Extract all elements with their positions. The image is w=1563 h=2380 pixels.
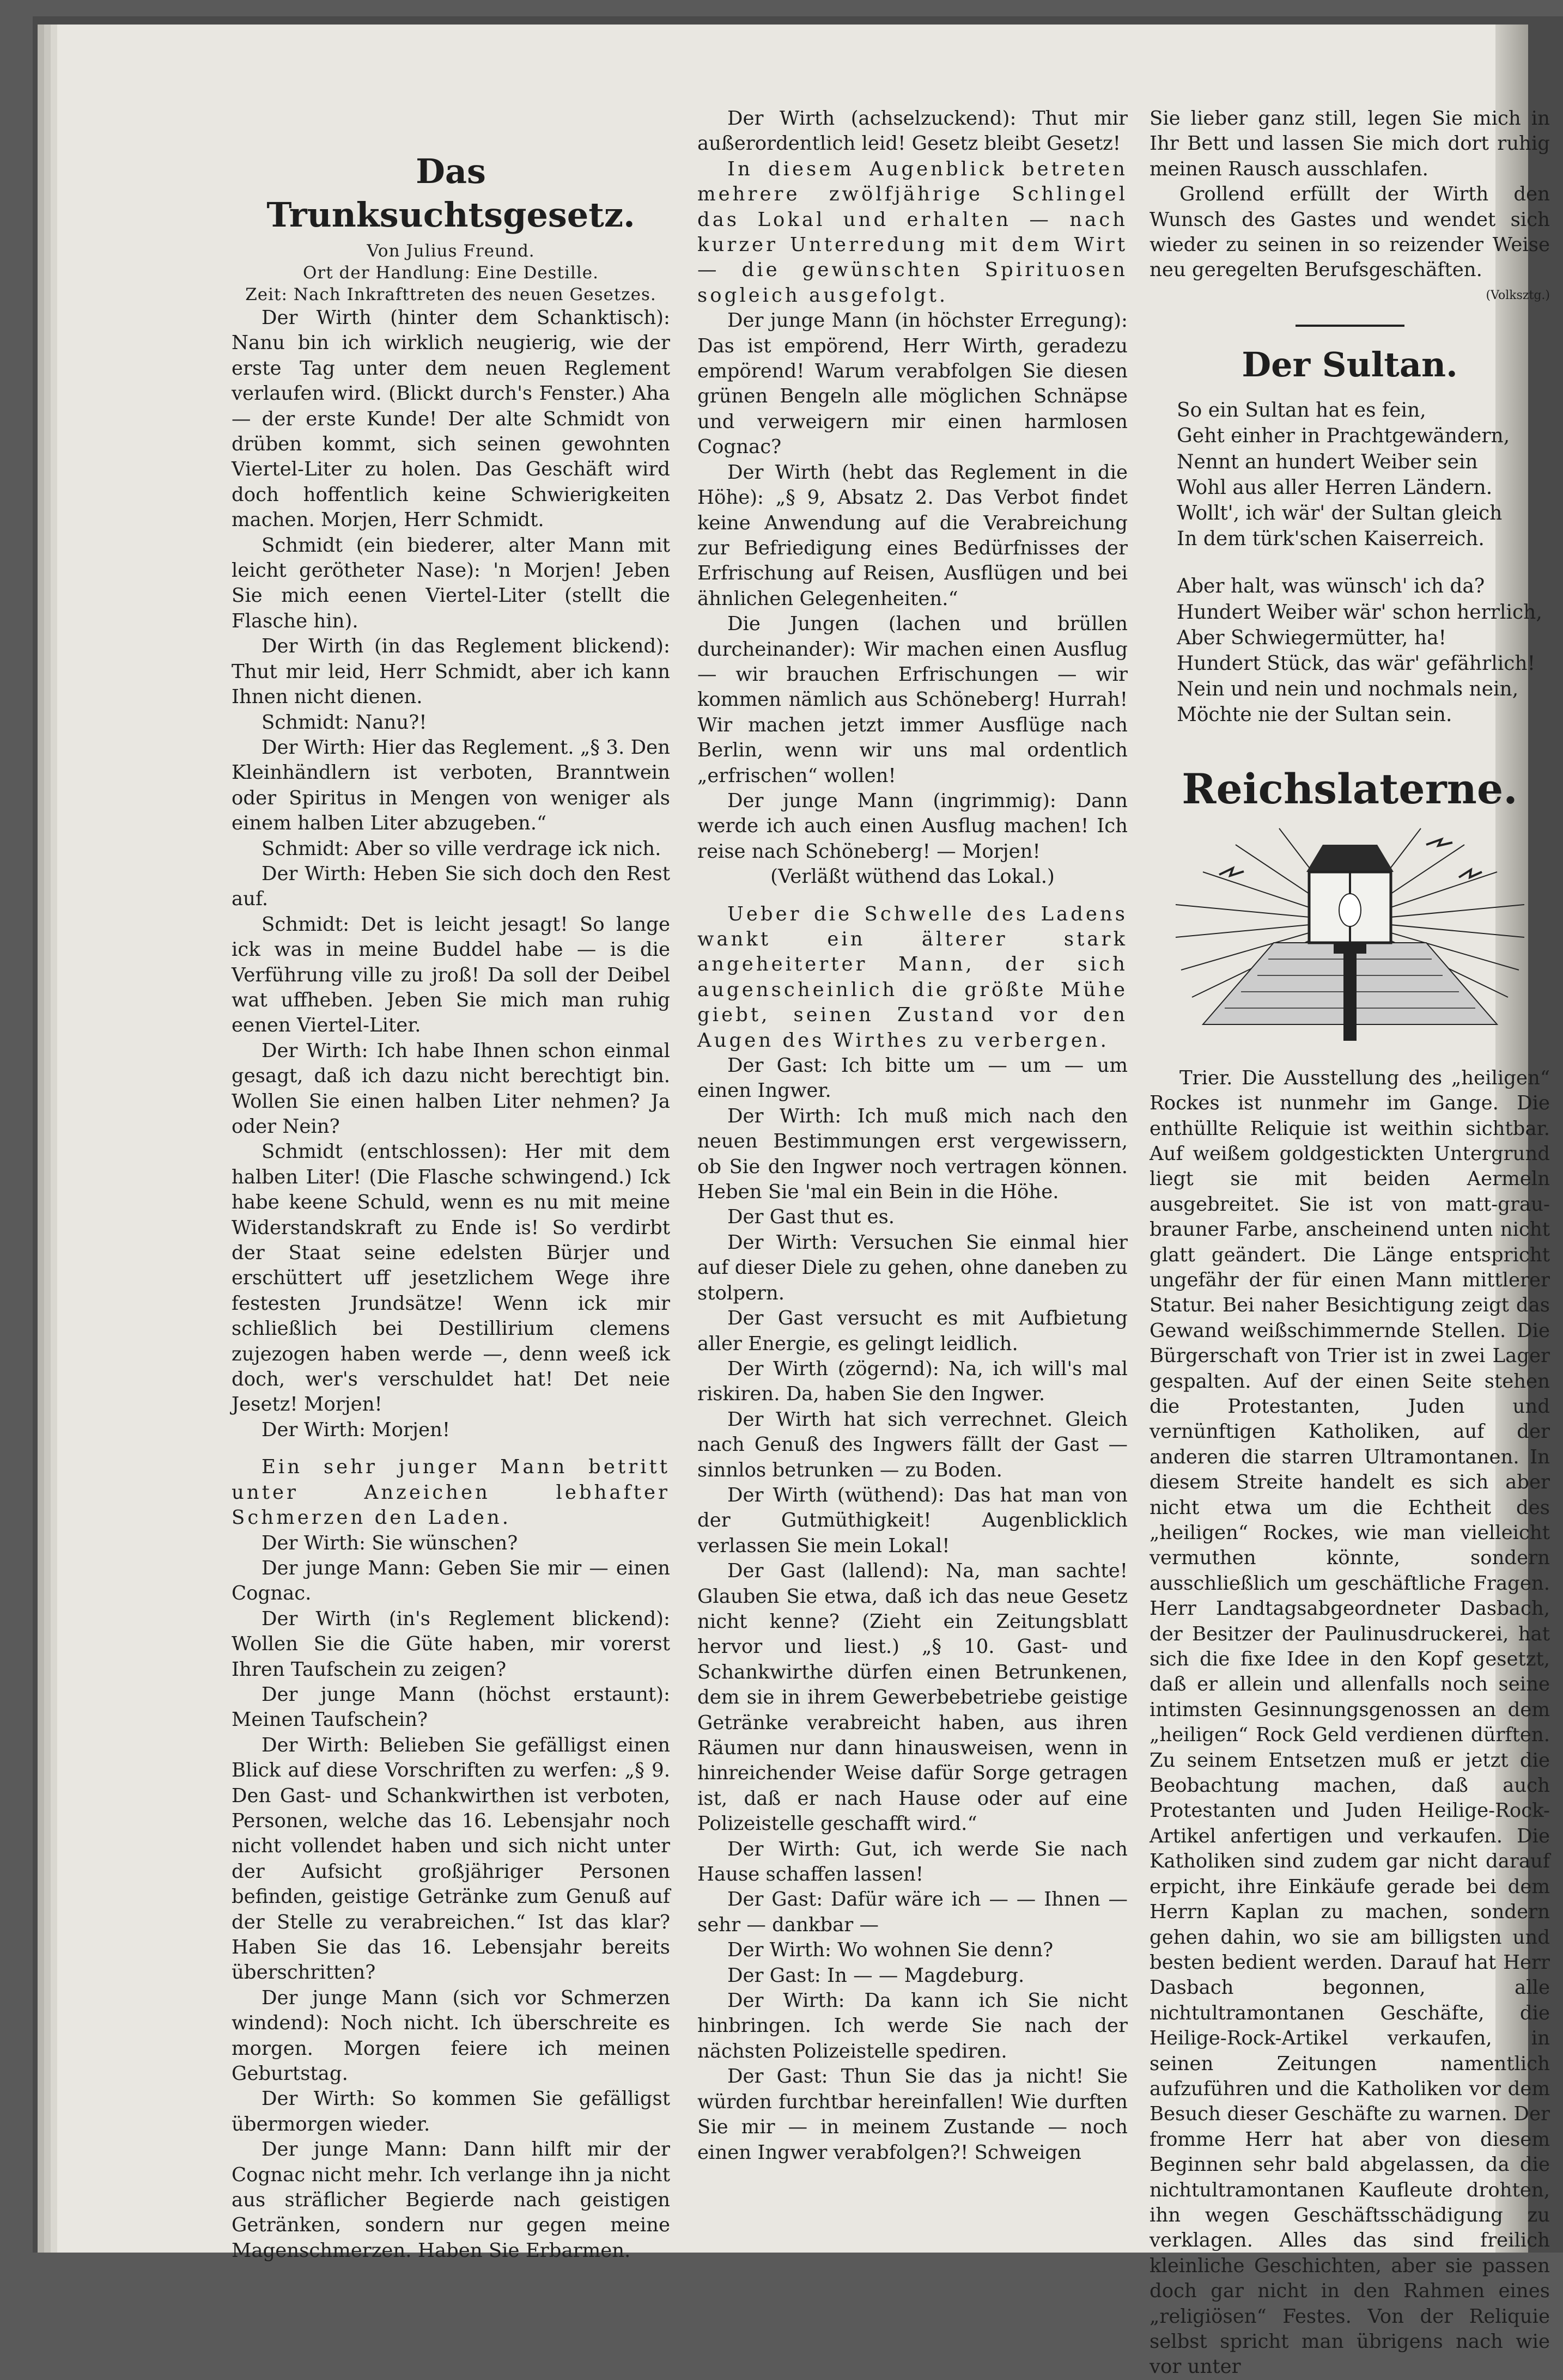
paragraph: Der junge Mann (höchst erstaunt): Meinen Taufschein? xyxy=(232,1683,670,1731)
article-title: Das Trunksuchtsgesetz. xyxy=(266,151,635,235)
section-title: Reichslaterne. xyxy=(1182,764,1518,813)
paragraph: Der junge Mann: Dann hilft mir der Cognac nicht mehr. Ich verlange ihn ja nicht aus sträflicher Begierde nach geistigen Getränken, sondern nur gegen meine Magenschmerzen. Haben Sie Erbarmen. xyxy=(232,2138,670,2262)
paragraph: Der Gast: Ich bitte um — um — um einen Ingwer. xyxy=(697,1054,1128,1102)
paragraph: Schmidt: Det is leicht jesagt! So lange ick was in meine Buddel habe — is die Verführung ville zu jroß! Da soll der Deibel wat uffheben. Jeben Sie mich man ruhig eenen Viertel-Liter. xyxy=(232,913,670,1037)
paragraph: Der Wirth (hebt das Reglement in die Höhe): „§ 9, Absatz 2. Das Verbot findet keine Anwendung auf die Verabreichung zur Befriedigung eines Bedürfnisses der Erfrischung auf Reisen, Ausflügen und bei ähnlichen Gelegenheiten.“ xyxy=(697,461,1128,610)
stage-direction: (Verläßt wüthend das Lokal.) xyxy=(770,865,1055,888)
paragraph: Der Gast: In — — Magdeburg. xyxy=(727,1964,1025,1987)
paragraph: Der Wirth: Wo wohnen Sie denn? xyxy=(727,1939,1054,1962)
poem-line: Möchte nie der Sultan sein. xyxy=(1177,704,1452,727)
paragraph: Der Wirth: Heben Sie sich doch den Rest auf. xyxy=(232,862,670,911)
column-3 xyxy=(1150,106,1550,2380)
section-rule xyxy=(1296,325,1404,327)
paragraph: Der Wirth: Sie wünschen? xyxy=(261,1531,518,1554)
column-1 xyxy=(232,106,670,2263)
poem-stanza-2 xyxy=(1177,573,1550,728)
newspaper-page xyxy=(57,25,1550,2378)
paragraph: Trier. Die Ausstellung des „heiligen“ Rockes ist nunmehr im Gange. Die enthüllte Reliquie ist weithin sichtbar. Auf weißem goldgestickten Untergrund liegt sie mit beiden Aermeln ausgebreitet. Sie ist von matt-grau-brauner Farbe, anscheinend unten nicht glatt geändert. Die Länge entspricht ungefähr der für einen Mann mittlerer Statur. Bei naher Besichtigung zeigt das Gewand weißschimmernde Stellen. Die Bürgerschaft von Trier ist in zwei Lager gespalten. Auf der einen Seite stehen die Protestanten, Juden und vernünftigen Katholiken, auf der anderen die starren Ultramontanen. In diesem Streite handelt es sich aber nicht etwa um die Echtheit des „heiligen“ Rockes, wie man vielleicht vermuthen könnte, sondern ausschließlich um geschäftliche Fragen. Herr Landtagsabgeordneter Dasbach, der Besitzer der Paulinusdruckerei, hat sich die fixe Idee in den Kopf gesetzt, daß er allein und allenfalls noch seine intimsten Gesinnungsgenossen an dem „heiligen“ Rock Geld verdienen dürften. Zu seinem Entsetzen muß er jetzt die Beobachtung machen, daß auch Protestanten und Juden Heilige-Rock-Artikel anfertigen und verkaufen. Die Katholiken sind zudem gar nicht darauf erpicht, ihre Einkäufe gerade bei dem Herrn Kaplan zu machen, sondern gehen dahin, wo sie am billigsten und besten bedient werden. Darauf hat Herr Dasbach begonnen, alle nichtultramontanen Geschäfte, die Heilige-Rock-Artikel verkaufen, in seinen Zeitungen namentlich aufzuführen und die Katholiken vor dem Besuch dieser Geschäfte zu warnen. Der fromme Herr hat aber von diesem Beginnen sehr bald abgelassen, da die nichtultramontanen Kaufleute drohten, ihn wegen Geschäftsschädigung zu verklagen. Alles das sind freilich kleinliche Geschichten, aber sie passen doch gar nicht in den Rahmen eines „religiösen“ Festes. Von der Reliquie selbst spricht man übrigens nach wie vor unter xyxy=(1150,1066,1550,2378)
paragraph: Der Wirth: So kommen Sie gefälligst übermorgen wieder. xyxy=(232,2088,670,2135)
paragraph: Der Gast: Thun Sie das ja nicht! Sie würden furchtbar hereinfallen! Wie durften Sie mir — in meinem Zustande — noch einen Ingwer verabfolgen?! Schweigen xyxy=(697,2065,1128,2164)
paragraph: Der Gast thut es. xyxy=(727,1206,895,1229)
poem-line: So ein Sultan hat es fein, xyxy=(1177,399,1426,422)
author-line: Von Julius Freund. xyxy=(367,241,535,261)
poem-stanza-1 xyxy=(1177,398,1550,552)
poem-line: Aber Schwiegermütter, ha! xyxy=(1177,626,1447,649)
stage-direction: Ein sehr junger Mann betritt unter Anzeichen lebhafter Schmerzen den Laden. xyxy=(232,1456,670,1529)
poem-line: Hundert Stück, das wär' gefährlich! xyxy=(1177,652,1536,675)
paragraph: Der junge Mann (in höchster Erregung): Das ist empörend, Herr Wirth, geradezu empörend! Warum verabfolgen Sie diesen grünen Bengeln alle möglichen Schnäpse und verweigern mir einen harmlosen Cognac? xyxy=(697,309,1128,459)
paragraph: Der Wirth: Belieben Sie gefälligst einen Blick auf diese Vorschriften zu werfen: „§ 9. Den Gast- und Schankwirthen ist verboten, Personen, welche das 16. Lebensjahr noch nicht vollendet haben und sich nicht unter der Aufsicht großjähriger Personen befinden, geistige Getränke zum Genuß auf der Stelle zu verabreichen.“ Ist das klar? Haben Sie das 16. Lebensjahr bereits überschritten? xyxy=(232,1734,670,1984)
time-line: Zeit: Nach Inkrafttreten des neuen Gesetzes. xyxy=(245,285,656,304)
poem-line: Hundert Weiber wär' schon herrlich, xyxy=(1177,601,1542,624)
paragraph: Der Wirth: Hier das Reglement. „§ 3. Den Kleinhändlern ist verboten, Branntwein oder Spiritus in Mengen von weniger als einem halben Liter abzugeben.“ xyxy=(232,736,670,835)
lantern-illustration xyxy=(1170,823,1530,1041)
paragraph: Der Wirth: Versuchen Sie einmal hier auf dieser Diele zu gehen, ohne daneben zu stolpern. xyxy=(697,1231,1128,1304)
paragraph: Sie lieber ganz still, legen Sie mich in Ihr Bett und lassen Sie mich dort ruhig meinen Rausch ausschlafen. xyxy=(1150,107,1550,180)
paragraph: Schmidt (entschlossen): Her mit dem halben Liter! (Die Flasche schwingend.) Ick habe keene Schuld, wenn es nu mit meine Widerstandskraft zu Ende is! So verdirbt der Staat seine edelsten Bürjer und erschüttert uff jesetzlichem Wege ihre festesten Jrundsätze! Wenn ick mir schließlich bei Destillirium clemens zujezogen haben werde —, denn weeß ick doch, wer's verschuldet hat! Det neie Jesetz! Morjen! xyxy=(232,1140,670,1416)
source-credit: (Volksztg.) xyxy=(1486,288,1550,302)
stage-direction: In diesem Augenblick betreten mehrere zwölfjährige Schlingel das Lokal und erhalten — nach kurzer Unterredung mit dem Wirt — die gewünschten Spirituosen sogleich ausgefolgt. xyxy=(697,157,1128,307)
paragraph: Schmidt: Aber so ville verdrage ick nich. xyxy=(261,837,661,860)
paragraph: Schmidt: Nanu?! xyxy=(261,711,427,734)
place-line: Ort der Handlung: Eine Destille. xyxy=(303,263,599,283)
paragraph: Der Wirth hat sich verrechnet. Gleich nach Genuß des Ingwers fällt der Gast — sinnlos betrunken — zu Boden. xyxy=(697,1408,1128,1481)
paragraph: Der junge Mann (ingrimmig): Dann werde ich auch einen Ausflug machen! Ich reise nach Schöneberg! — Morjen! xyxy=(697,789,1128,863)
poem-line: Nennt an hundert Weiber sein xyxy=(1177,450,1478,473)
paragraph: Der Gast (lallend): Na, man sachte! Glauben Sie etwa, daß ich das neue Gesetz nicht kenne? (Zieht ein Zeitungsblatt hervor und liest.) „§ 10. Gast- und Schankwirthe dürfen einen Betrunkenen, dem sie in ihrem Gewerbebetriebe geistige Getränke verabreicht haben, aus ihren Räumen nur dann hinausweisen, wenn in hinreichender Weise dafür Sorge getragen ist, daß er nach Hause oder auf eine Polizeistelle geschafft wird.“ xyxy=(697,1560,1128,1835)
stage-direction: Ueber die Schwelle des Ladens wankt ein älterer stark angeheiterter Mann, der sich augenscheinlich die größte Mühe giebt, seinen Zustand vor den Augen des Wirthes zu verbergen. xyxy=(697,902,1128,1052)
poem-line: Wohl aus aller Herren Ländern. xyxy=(1177,476,1493,499)
paragraph: Der Wirth: Ich habe Ihnen schon einmal gesagt, daß ich dazu nicht berechtigt bin. Wollen Sie einen halben Liter nehmen? Ja oder Nein? xyxy=(232,1039,670,1138)
paragraph: Die Jungen (lachen und brüllen durcheinander): Wir machen einen Ausflug — wir brauchen Erfrischungen — wir kommen nämlich aus Schöneberg! Hurrah! Wir machen jetzt immer Ausflüge nach Berlin, wenn wir uns mal ordentlich „erfrischen“ wollen! xyxy=(697,613,1128,787)
paragraph: Der Wirth (zögernd): Na, ich will's mal riskiren. Da, haben Sie den Ingwer. xyxy=(697,1357,1128,1406)
paragraph: Der Wirth (wüthend): Das hat man von der Gutmüthigkeit! Augenblicklich verlassen Sie mein Lokal! xyxy=(697,1484,1128,1557)
poem-line: Aber halt, was wünsch' ich da? xyxy=(1177,575,1485,598)
poem-line: In dem türk'schen Kaiserreich. xyxy=(1177,528,1485,551)
paragraph: Der Gast versucht es mit Aufbietung aller Energie, es gelingt leidlich. xyxy=(697,1307,1128,1355)
paragraph: Schmidt (ein biederer, alter Mann mit leicht gerötheter Nase): 'n Morjen! Jeben Sie mich eenen Viertel-Liter (stellt die Flasche hin). xyxy=(232,534,670,632)
paragraph: Der Wirth (achselzuckend): Thut mir außerordentlich leid! Gesetz bleibt Gesetz! xyxy=(697,107,1128,155)
paragraph: Der Wirth: Da kann ich Sie nicht hinbringen. Ich werde Sie nach der nächsten Polizeistelle spediren. xyxy=(697,1990,1128,2062)
paragraph: Der junge Mann: Geben Sie mir — einen Cognac. xyxy=(232,1557,670,1605)
paragraph: Der Wirth: Ich muß mich nach den neuen Bestimmungen erst vergewissern, ob Sie den Ingwer noch vertragen können. Heben Sie 'mal ein Bein in die Höhe. xyxy=(697,1104,1128,1204)
paragraph: Der Wirth: Morjen! xyxy=(261,1418,451,1441)
paragraph: Der junge Mann (sich vor Schmerzen windend): Noch nicht. Ich überschreite es morgen. Morgen feiere ich meinen Geburtstag. xyxy=(232,1986,670,2085)
poem-line: Geht einher in Prachtgewändern, xyxy=(1177,425,1510,448)
paragraph: Der Wirth (hinter dem Schanktisch): Nanu bin ich wirklich neugierig, wie der erste Tag unter dem neuen Reglement verlaufen wird. (Blickt durch's Fenster.) Aha — der erste Kunde! Der alte Schmidt von drüben kommt, sich seinen gewohnten Viertel-Liter zu holen. Das Geschäft wird doch hoffentlich keine Schwierigkeiten machen. Morjen, Herr Schmidt. xyxy=(232,307,670,532)
paragraph: Der Wirth (in das Reglement blickend): Thut mir leid, Herr Schmidt, aber ich kann Ihnen nicht dienen. xyxy=(232,635,670,709)
paragraph: Der Wirth: Gut, ich werde Sie nach Hause schaffen lassen! xyxy=(697,1838,1128,1886)
poem-line: Nein und nein und nochmals nein, xyxy=(1177,678,1519,701)
paragraph: Grollend erfüllt der Wirth den Wunsch des Gastes und wendet sich wieder zu seinen in so reizender Weise neu geregelten Berufsgeschäften. xyxy=(1150,183,1550,282)
column-2 xyxy=(697,106,1128,2165)
poem-title: Der Sultan. xyxy=(1242,345,1458,385)
poem-line: Wollt', ich wär' der Sultan gleich xyxy=(1177,502,1503,525)
paragraph: Der Gast: Dafür wäre ich — — Ihnen — sehr — dankbar — xyxy=(697,1888,1128,1936)
paragraph: Der Wirth (in's Reglement blickend): Wollen Sie die Güte haben, mir vorerst Ihren Taufschein zu zeigen? xyxy=(232,1607,670,1681)
